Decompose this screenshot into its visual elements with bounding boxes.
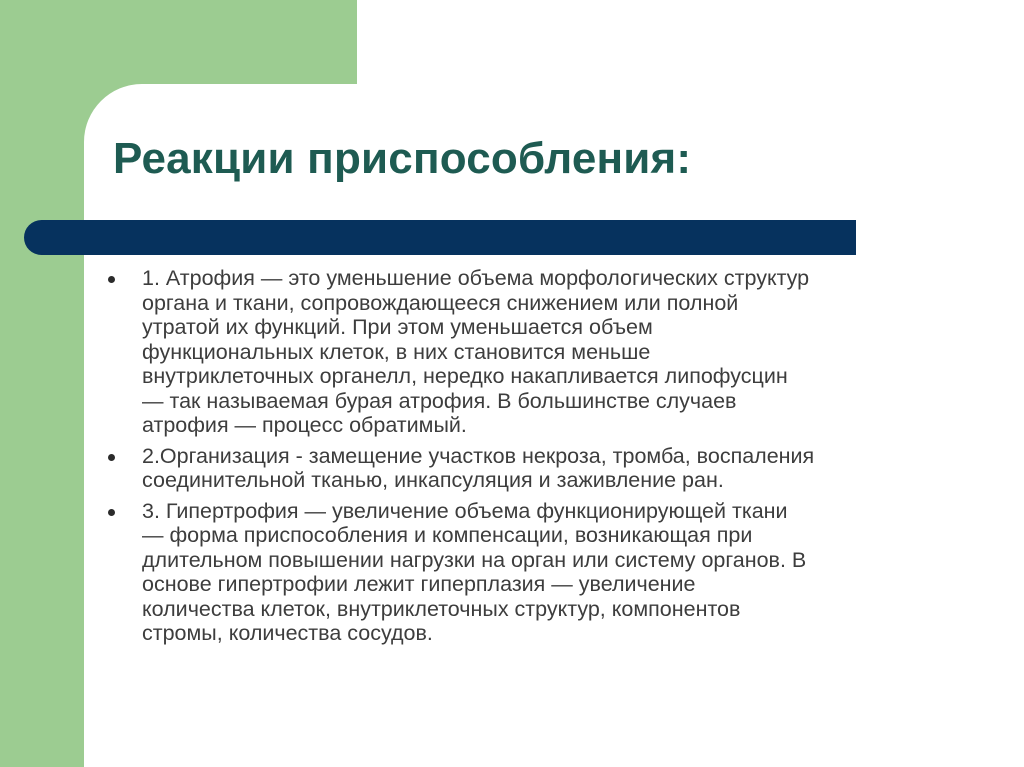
bullet-dot-icon: [108, 509, 115, 516]
bullet-list: [104, 266, 964, 652]
slide-title: Реакции приспособления:: [113, 134, 692, 183]
bullet-text: 2.Организация - замещение участков некроза, тромба, воспаления соединительной тканью, инкапсуляция и заживление ран.: [142, 443, 815, 492]
list-item: [104, 444, 964, 493]
top-background: [357, 0, 1024, 84]
bullet-text: 1. Атрофия — это уменьшение объема морфологических структур органа и ткани, сопровождающееся снижением или полной утратой их функций. При этом уменьшается объем функциональных клеток, в них становится меньше внутриклеточных органелл, нередко накапливается липофусцин — так называемая бурая атрофия. В большинстве случаев атрофия — процесс обратимый.: [142, 266, 810, 437]
title-underline-bar: [24, 220, 856, 255]
list-item: [104, 266, 964, 438]
bullet-dot-icon: [108, 276, 115, 283]
list-item: [104, 499, 964, 646]
bullet-text: 3. Гипертрофия — увеличение объема функционирующей ткани — форма приспособления и компенсации, возникающая при длительном повышении нагрузки на орган или систему органов. В основе гипертрофии лежит гиперплазия — увеличение количества клеток, внутриклеточных структур, компонентов стромы, количества сосудов.: [142, 498, 807, 645]
bullet-dot-icon: [108, 454, 115, 461]
